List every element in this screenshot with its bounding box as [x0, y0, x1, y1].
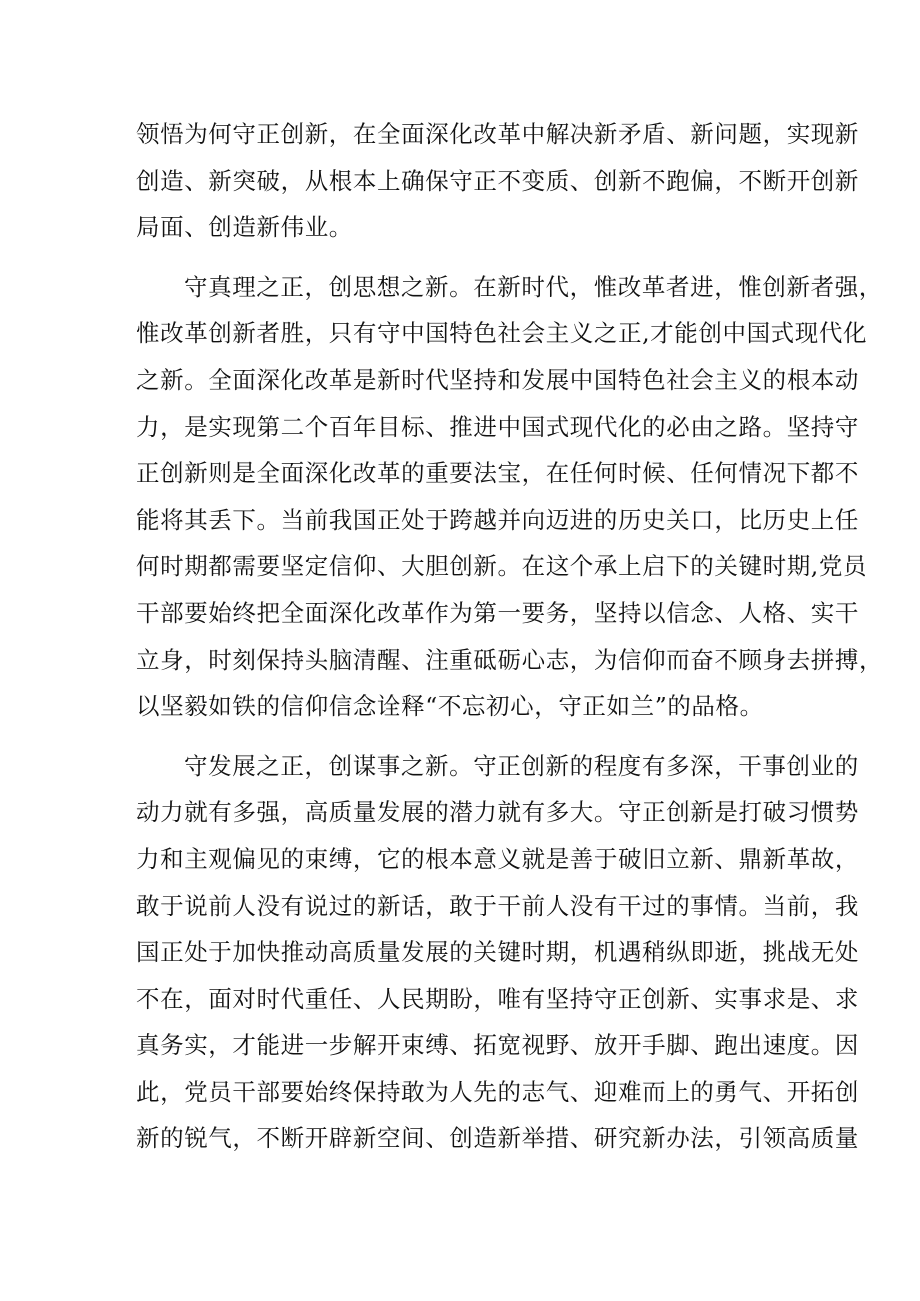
- text-line: 此，党员干部要始终保持敢为人先的志气、迎难而上的勇气、开拓创: [136, 1077, 859, 1106]
- text-line: 局面、创造新伟业。: [136, 213, 353, 242]
- text-line: 真务实，才能进一步解开束缚、拓宽视野、放开手脚、跑出速度。因: [136, 1031, 859, 1060]
- text-line: 领悟为何守正创新，在全面深化改革中解决新矛盾、新问题，实现新: [136, 120, 859, 148]
- text-line: 干部要始终把全面深化改革作为第一要务，坚持以信念、人格、实干: [136, 598, 859, 627]
- text-line: 以坚毅如铁的信仰信念诠释“不忘初心，守正如兰”的品格。: [136, 692, 764, 721]
- text-line: 之新。全面深化改革是新时代坚持和发展中国特色社会主义的根本动: [136, 365, 859, 394]
- text-line: 力，是实现第二个百年目标、推进中国式现代化的必由之路。坚持守: [136, 412, 859, 441]
- text-line: 惟改革创新者胜，只有守中国特色社会主义之正,才能创中国式现代化: [136, 319, 868, 348]
- text-line: 国正处于加快推动高质量发展的关键时期，机遇稍纵即逝，挑战无处: [136, 938, 859, 967]
- text-line: 能将其丢下。当前我国正处于跨越并向迈进的历史关口，比历史上任: [136, 505, 859, 534]
- text-line: 守真理之正，创思想之新。在新时代，惟改革者进，惟创新者强，: [184, 272, 883, 301]
- text-line: 敢于说前人没有说过的新话，敢于干前人没有干过的事情。当前，我: [136, 891, 859, 920]
- paragraph-1: [136, 111, 859, 251]
- paragraph-2: [136, 264, 884, 730]
- text-line: 力和主观偏见的束缚，它的根本意义就是善于破旧立新、鼎新革故，: [136, 844, 859, 873]
- text-line: 守发展之正，创谋事之新。守正创新的程度有多深，干事创业的: [184, 751, 859, 780]
- paragraph-3: [136, 743, 859, 1162]
- text-line: 立身，时刻保持头脑清醒、注重砥砺心志，为信仰而奋不顾身去拼搏，: [136, 645, 884, 674]
- text-line: 不在，面对时代重任、人民期盼，唯有坚持守正创新、实事求是、求: [136, 984, 859, 1013]
- text-line: 正创新则是全面深化改革的重要法宝，在任何时候、任何情况下都不: [136, 459, 859, 488]
- text-line: 何时期都需要坚定信仰、大胆创新。在这个承上启下的关键时期,党员: [136, 552, 868, 581]
- text-line: 创造、新突破，从根本上确保守正不变质、创新不跑偏，不断开创新: [136, 166, 859, 195]
- document-body: [136, 111, 884, 1162]
- text-line: 新的锐气，不断开辟新空间、创造新举措、研究新办法，引领高质量: [136, 1124, 859, 1153]
- text-line: 动力就有多强，高质量发展的潜力就有多大。守正创新是打破习惯势: [136, 798, 859, 827]
